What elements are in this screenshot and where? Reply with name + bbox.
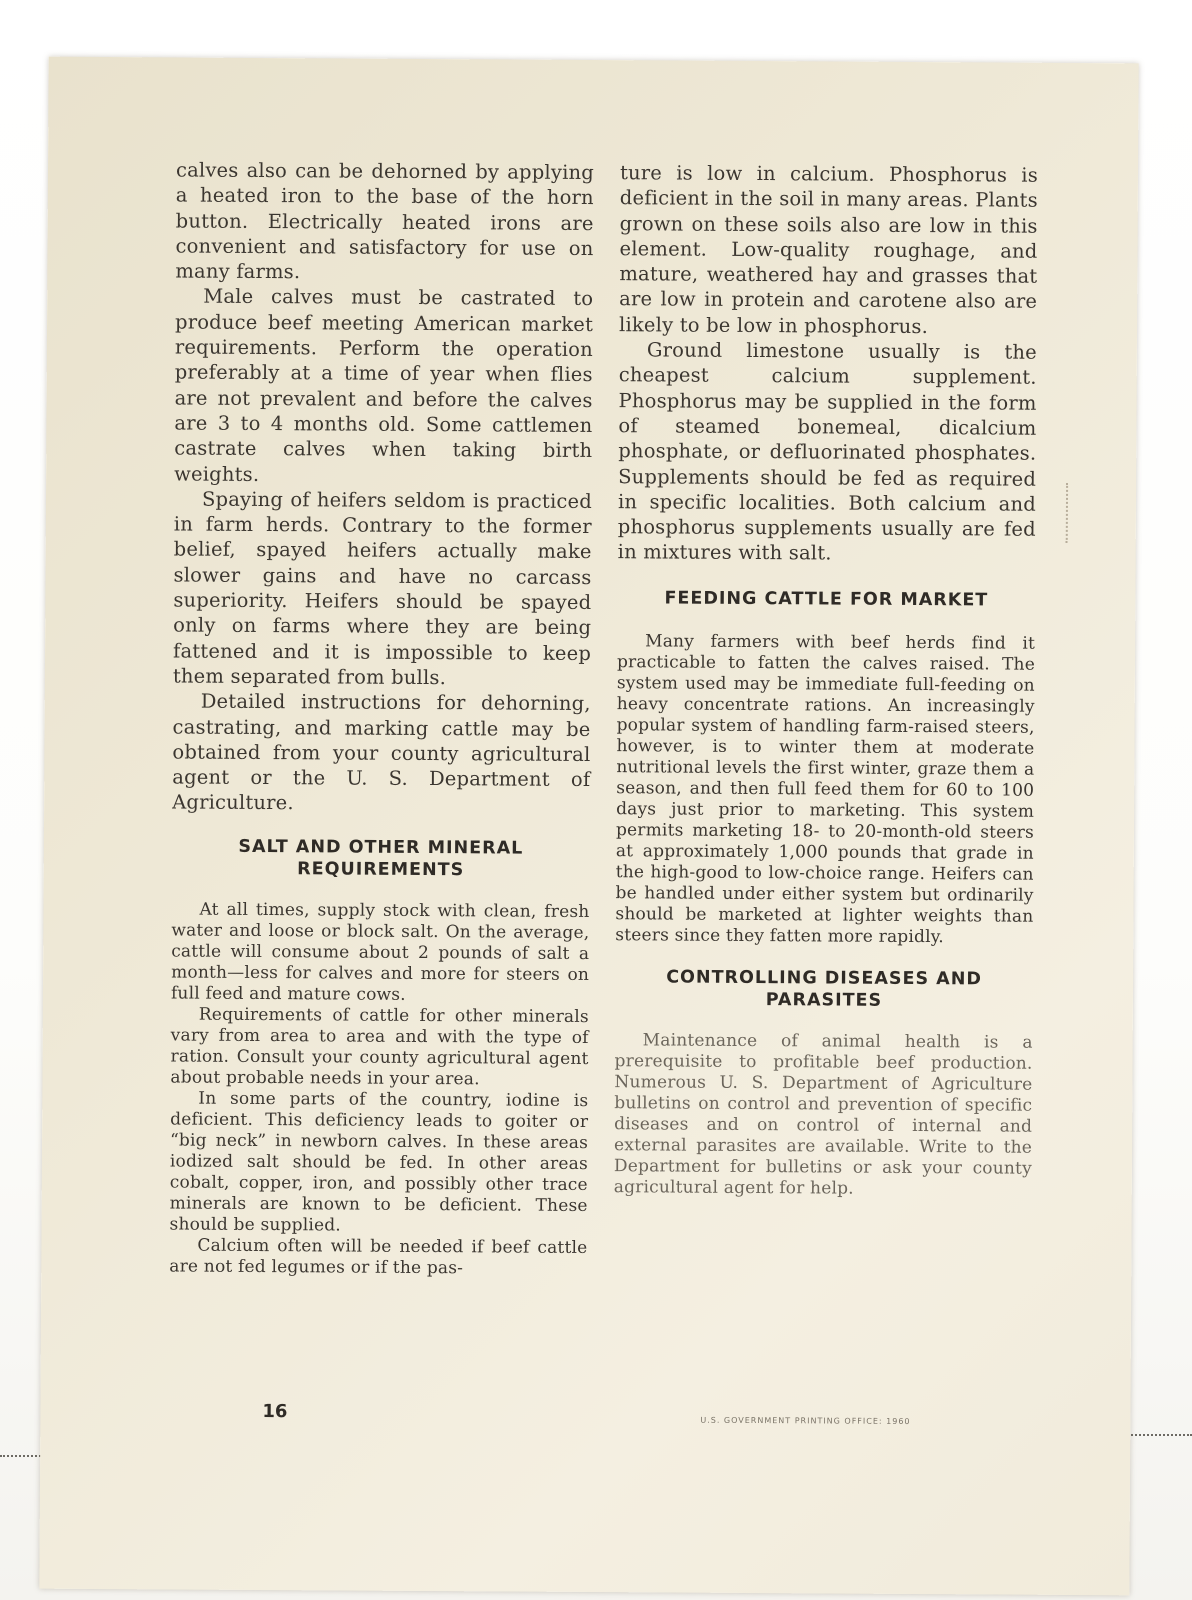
paragraph: ture is low in calcium. Phosphorus is deficient in the soil in many areas. Plants grown on these soils also are low in this element. Low-quality roughage, and mature, weathered hay and grasses that are low in protein and carotene also are likely to be low in phosphorus. bbox=[618, 161, 1039, 338]
paragraph: Male calves must be castrated to produce beef meeting American market requirements. Perform the operation preferably at a time of year when flies are not prevalent and before the calves are 3 to 4 months old. Some cattlemen castrate calves when taking birth weights. bbox=[174, 285, 594, 486]
section-heading-feeding: FEEDING CATTLE FOR MARKET bbox=[664, 588, 989, 611]
right-column bbox=[614, 160, 1038, 1200]
section-heading-salt bbox=[172, 835, 590, 882]
heading-line: PARASITES bbox=[765, 989, 883, 1011]
paragraph: Spaying of heifers seldom is practiced in farm herds. Contrary to the former belief, spayed heifers actually make slower gains and have no carcass superiority. Heifers should be spayed only on farms where they are being fattened and it is impossible to keep them separated from bulls. bbox=[172, 487, 593, 690]
heading-line: REQUIREMENTS bbox=[297, 858, 465, 880]
paragraph: calves also can be dehorned by applying a heated iron to the base of the horn button. Electrically heated irons are convenient and satisfactory for use on many farms. bbox=[175, 158, 595, 284]
page-number: 16 bbox=[262, 1401, 288, 1423]
paragraph: At all times, supply stock with clean, fresh water and loose or block salt. On the average, cattle will consume about 2 pounds of salt a month—less for calves and more for steers on full feed and mature cows. bbox=[170, 899, 590, 1005]
paragraph: Calcium often will be needed if beef cattle are not fed legumes or if the pas- bbox=[169, 1235, 588, 1278]
paragraph: Detailed instructions for dehorning, castrating, and marking cattle may be obtained from your county agricultural agent or the U. S. Department of Agriculture. bbox=[172, 689, 591, 815]
paragraph: In some parts of the country, iodine is deficient. This deficiency leads to goiter or “big neck” in newborn calves. In these areas iodized salt should be fed. In other areas cobalt, copper, iron, and possibly other trace minerals are known to be deficient. These should be supplied. bbox=[169, 1088, 589, 1236]
printer-imprint: U.S. GOVERNMENT PRINTING OFFICE: 1960 bbox=[700, 1415, 911, 1426]
document-page bbox=[39, 57, 1138, 1596]
left-column bbox=[169, 157, 594, 1279]
paragraph: Requirements of cattle for other minerals vary from area to area and with the type of ration. Consult your county agricultural agent about probable needs in your area. bbox=[170, 1004, 589, 1090]
paragraph: Ground limestone usually is the cheapest calcium supplement. Phosphorus may be supplied in the form of steamed bonemeal, dicalcium phosphate, or defluorinated phosphates. Supplements should be fed as required in specific localities. Both calcium and phosphorus supplements usually are fed in mixtures with salt. bbox=[617, 338, 1037, 565]
heading-line: SALT AND OTHER MINERAL bbox=[238, 836, 524, 859]
paragraph: Maintenance of animal health is a prerequisite to profitable beef production. Numerous U. S. Department of Agriculture bulletins on control and prevention of specific diseases and on control of internal and external parasites are available. Write to the Department for bulletins or ask your county agricultural agent for help. bbox=[613, 1030, 1033, 1199]
stain-marks bbox=[1066, 483, 1088, 543]
section-heading-diseases bbox=[615, 966, 1033, 1013]
heading-line: CONTROLLING DISEASES AND bbox=[666, 967, 982, 990]
paragraph: Many farmers with beef herds find it practicable to fatten the calves raised. The system used may be immediate full-feeding on heavy concentrate rations. An increasingly popular system of handling farm-raised steers, however, is to winter them at moderate nutritional levels the first winter, graze them a season, and then full feed them for 60 to 100 days just prior to marketing. This system permits marketing 18- to 20-month-old steers at approximately 1,000 pounds that grade in the high-good to low-choice range. Heifers can be handled under either system but ordinarily should be marketed at lighter weights than steers since they fatten more rapidly. bbox=[615, 631, 1036, 947]
